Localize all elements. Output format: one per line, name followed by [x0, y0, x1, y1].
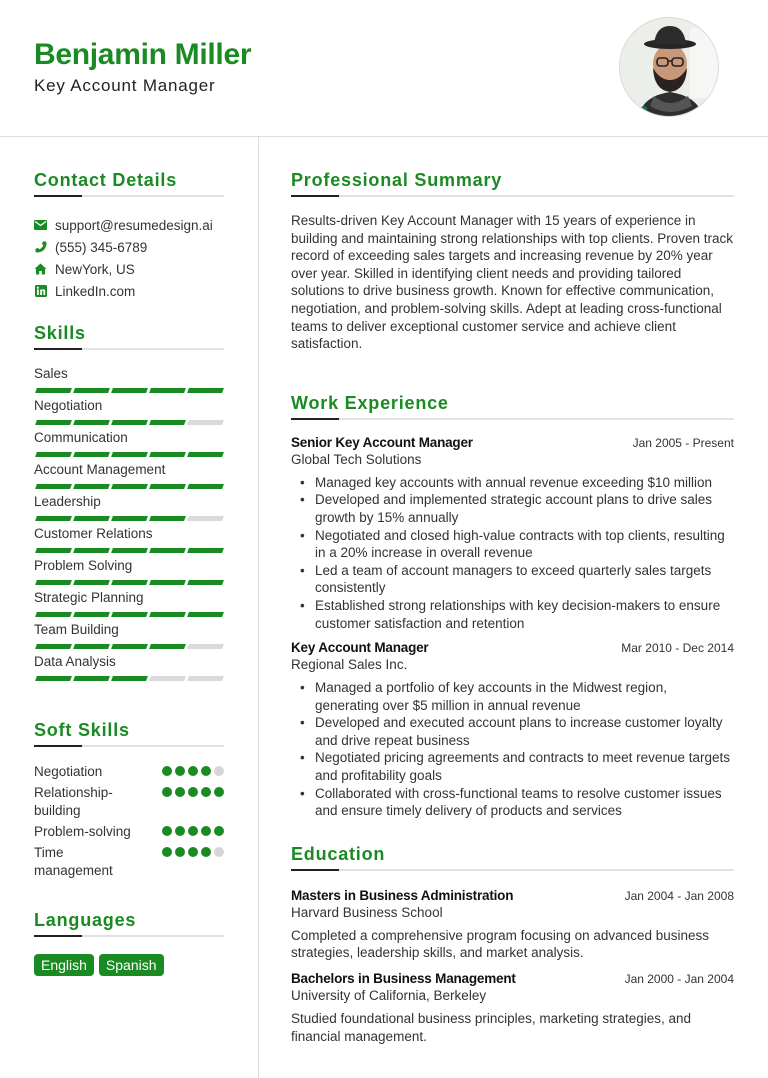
education-header [291, 888, 734, 903]
skill-item [34, 462, 224, 494]
summary-section [291, 170, 734, 353]
rating-segment-filled [35, 580, 72, 585]
rating-dot-filled [201, 826, 211, 836]
rating-segment-filled [111, 580, 148, 585]
rating-segment-filled [35, 612, 72, 617]
rating-segment-filled [111, 644, 148, 649]
rating-segment-filled [73, 516, 110, 521]
rating-segment-filled [35, 484, 72, 489]
candidate-role: Key Account Manager [34, 76, 216, 95]
soft-skill-label: Time management [34, 845, 113, 878]
rating-dot-filled [162, 847, 172, 857]
rating-segment-filled [111, 420, 148, 425]
rating-segment-filled [187, 484, 224, 489]
bullet-item: • Negotiated and closed high-value contracts with top clients, resulting in a 20% increase in overall revenue [315, 527, 734, 562]
section-title: Professional Summary [291, 170, 503, 190]
rating-segment-filled [187, 548, 224, 553]
rating-segment-filled [73, 388, 110, 393]
skill-rating-bar [34, 676, 224, 681]
skill-label: Customer Relations [34, 526, 153, 541]
rating-dot-empty [214, 847, 224, 857]
soft-skill-item [34, 763, 224, 781]
rating-dot-filled [214, 787, 224, 797]
rating-segment-filled [149, 420, 186, 425]
languages-section [34, 910, 224, 976]
rating-segment-empty [187, 420, 224, 425]
skill-item [34, 654, 224, 686]
rating-dot-filled [188, 847, 198, 857]
job-dates: Jan 2005 - Present [632, 435, 734, 450]
job-entry [291, 435, 734, 632]
soft-skill-item [34, 844, 224, 880]
rating-segment-filled [73, 420, 110, 425]
skill-rating-bar [34, 484, 224, 489]
language-badge: English [34, 954, 94, 976]
rating-segment-filled [187, 452, 224, 457]
section-rule [34, 348, 224, 350]
rating-segment-filled [35, 676, 72, 681]
section-rule [291, 418, 734, 420]
education-dates: Jan 2004 - Jan 2008 [624, 888, 734, 903]
rating-dot-filled [162, 766, 172, 776]
rating-dot-filled [175, 826, 185, 836]
bullet-item: • Led a team of account managers to exceed quarterly sales targets consistently [315, 562, 734, 597]
right-column [291, 137, 734, 1045]
skill-label: Leadership [34, 494, 101, 509]
skill-label: Strategic Planning [34, 590, 144, 605]
education-section [291, 844, 734, 1045]
rating-dot-filled [175, 847, 185, 857]
skill-rating-bar [34, 516, 224, 521]
rating-dot-filled [162, 826, 172, 836]
skill-item [34, 398, 224, 430]
rating-segment-filled [149, 644, 186, 649]
rating-dot-filled [201, 847, 211, 857]
skill-label: Team Building [34, 622, 119, 637]
rating-segment-filled [73, 676, 110, 681]
bullet-item: • Negotiated pricing agreements and contracts to meet revenue targets and profitability goals [315, 749, 734, 784]
contact-location [34, 258, 224, 280]
education-entry [291, 971, 734, 1045]
job-bullets [291, 474, 734, 632]
rating-segment-filled [149, 452, 186, 457]
bullet-item: • Developed and executed account plans to increase customer loyalty and drive repeat business [315, 714, 734, 749]
rating-dot-filled [188, 787, 198, 797]
degree-title: Bachelors in Business Management [291, 971, 516, 987]
contact-text: NewYork, US [55, 261, 135, 277]
rating-dot-filled [188, 826, 198, 836]
bullet-item: • Developed and implemented strategic account plans to drive sales growth by 15% annually [315, 491, 734, 526]
avatar [619, 17, 719, 117]
rating-segment-filled [111, 388, 148, 393]
rating-segment-filled [73, 484, 110, 489]
rating-dot-filled [175, 787, 185, 797]
rating-segment-filled [149, 580, 186, 585]
rating-segment-filled [111, 548, 148, 553]
section-rule [291, 195, 734, 197]
section-rule [34, 195, 224, 197]
language-badge: Spanish [99, 954, 164, 976]
rating-segment-filled [149, 612, 186, 617]
job-header [291, 640, 734, 655]
soft-skill-rating [162, 826, 224, 841]
job-company: Regional Sales Inc. [291, 657, 408, 673]
soft-skill-item [34, 823, 224, 841]
soft-skill-label: Negotiation [34, 764, 103, 779]
rating-segment-empty [187, 644, 224, 649]
skill-item [34, 430, 224, 462]
rating-dot-filled [188, 766, 198, 776]
resume-header [0, 0, 768, 137]
rating-segment-filled [35, 516, 72, 521]
phone-icon [34, 241, 47, 254]
soft-skill-rating [162, 847, 224, 880]
bullet-item: • Established strong relationships with key decision-makers to ensure customer satisfaction and retention [315, 597, 734, 632]
section-title: Contact Details [34, 170, 178, 190]
contact-text: support@resumedesign.ai [55, 217, 213, 233]
rating-segment-filled [187, 580, 224, 585]
skill-item [34, 558, 224, 590]
linkedin-icon [34, 285, 47, 298]
education-header [291, 971, 734, 986]
skill-rating-bar [34, 420, 224, 425]
rating-segment-filled [35, 420, 72, 425]
school-name: Harvard Business School [291, 904, 443, 920]
profile-photo [620, 18, 719, 117]
rating-segment-empty [149, 676, 186, 681]
contact-section [34, 170, 224, 302]
rating-segment-filled [111, 612, 148, 617]
section-rule [291, 869, 734, 871]
skill-item [34, 366, 224, 398]
rating-segment-filled [35, 548, 72, 553]
home-icon [34, 263, 47, 276]
column-divider [258, 137, 259, 1078]
rating-segment-filled [73, 612, 110, 617]
experience-section [291, 393, 734, 820]
rating-dot-filled [201, 787, 211, 797]
contact-linkedin[interactable] [34, 280, 224, 302]
contact-text: LinkedIn.com [55, 283, 136, 299]
rating-dot-empty [214, 766, 224, 776]
job-company: Global Tech Solutions [291, 451, 422, 467]
rating-segment-empty [187, 676, 224, 681]
rating-segment-filled [35, 452, 72, 457]
school-name: University of California, Berkeley [291, 988, 487, 1004]
rating-dot-filled [214, 826, 224, 836]
rating-segment-filled [187, 388, 224, 393]
skill-label: Account Management [34, 462, 166, 477]
skill-label: Negotiation [34, 398, 103, 413]
education-description: Completed a comprehensive program focusing on advanced business strategies, leadership skills, and market analysis. [291, 927, 709, 961]
bullet-item: • Managed key accounts with annual revenue exceeding $10 million [315, 474, 734, 492]
summary-text: Results-driven Key Account Manager with 15 years of experience in building and maintaining strong relationships with top clients. Proven track record of exceeding sales targets and increasing revenue by 20% year over year. Skilled in identifying client needs and providing tailored solutions to drive business growth. Known for effective communication, negotiation, and problem-solving skills. Adept at leading cross-functional teams to deliver exceptional customer service and achieve client satisfaction. [291, 213, 733, 352]
job-title: Key Account Manager [291, 640, 429, 656]
rating-segment-filled [35, 388, 72, 393]
rating-dot-filled [175, 766, 185, 776]
skill-rating-bar [34, 580, 224, 585]
degree-title: Masters in Business Administration [291, 887, 514, 903]
rating-segment-filled [73, 644, 110, 649]
soft-skill-label: Relationship-building [34, 785, 113, 818]
rating-segment-filled [111, 516, 148, 521]
skill-item [34, 526, 224, 558]
left-column [34, 137, 224, 976]
job-entry [291, 640, 734, 820]
contact-text: (555) 345-6789 [55, 239, 148, 255]
rating-segment-filled [187, 612, 224, 617]
skill-rating-bar [34, 644, 224, 649]
bullet-item: • Collaborated with cross-functional teams to resolve customer issues and ensure timely delivery of products and services [315, 785, 734, 820]
education-dates: Jan 2000 - Jan 2004 [624, 972, 734, 987]
rating-segment-filled [73, 452, 110, 457]
job-dates: Mar 2010 - Dec 2014 [621, 641, 734, 656]
education-entry [291, 888, 734, 962]
rating-segment-filled [111, 484, 148, 489]
section-rule [34, 745, 224, 747]
skill-label: Communication [34, 430, 128, 445]
skill-label: Problem Solving [34, 558, 133, 573]
section-title: Skills [34, 323, 86, 343]
rating-segment-filled [73, 548, 110, 553]
job-header [291, 435, 734, 450]
soft-skill-label: Problem-solving [34, 824, 131, 839]
candidate-name: Benjamin Miller [34, 38, 252, 71]
soft-skill-rating [162, 766, 224, 781]
contact-phone[interactable] [34, 236, 224, 258]
contact-email[interactable] [34, 214, 224, 236]
soft-skills-section [34, 720, 224, 880]
section-title: Education [291, 843, 386, 864]
rating-segment-filled [111, 676, 148, 681]
section-rule [34, 935, 224, 937]
skill-label: Data Analysis [34, 654, 116, 669]
rating-segment-filled [35, 644, 72, 649]
soft-skill-item [34, 784, 224, 820]
skill-rating-bar [34, 452, 224, 457]
rating-segment-filled [149, 388, 186, 393]
soft-skill-rating [162, 787, 224, 820]
skill-label: Sales [34, 366, 68, 381]
skills-section [34, 323, 224, 686]
section-title: Work Experience [291, 392, 449, 413]
rating-segment-filled [149, 484, 186, 489]
section-title: Languages [34, 910, 137, 930]
rating-segment-filled [149, 548, 186, 553]
rating-segment-empty [187, 516, 224, 521]
rating-segment-filled [149, 516, 186, 521]
rating-segment-filled [111, 452, 148, 457]
education-description: Studied foundational business principles, marketing strategies, and financial management. [291, 1011, 691, 1044]
envelope-icon [34, 219, 47, 232]
skill-rating-bar [34, 548, 224, 553]
skill-item [34, 590, 224, 622]
skill-rating-bar [34, 388, 224, 393]
bullet-item: • Managed a portfolio of key accounts in the Midwest region, generating over $5 million in annual revenue [315, 679, 734, 714]
rating-dot-filled [162, 787, 172, 797]
job-bullets [291, 679, 734, 820]
skill-item [34, 494, 224, 526]
rating-dot-filled [201, 766, 211, 776]
job-title: Senior Key Account Manager [291, 434, 473, 450]
rating-segment-filled [73, 580, 110, 585]
skill-item [34, 622, 224, 654]
section-title: Soft Skills [34, 720, 130, 740]
skill-rating-bar [34, 612, 224, 617]
